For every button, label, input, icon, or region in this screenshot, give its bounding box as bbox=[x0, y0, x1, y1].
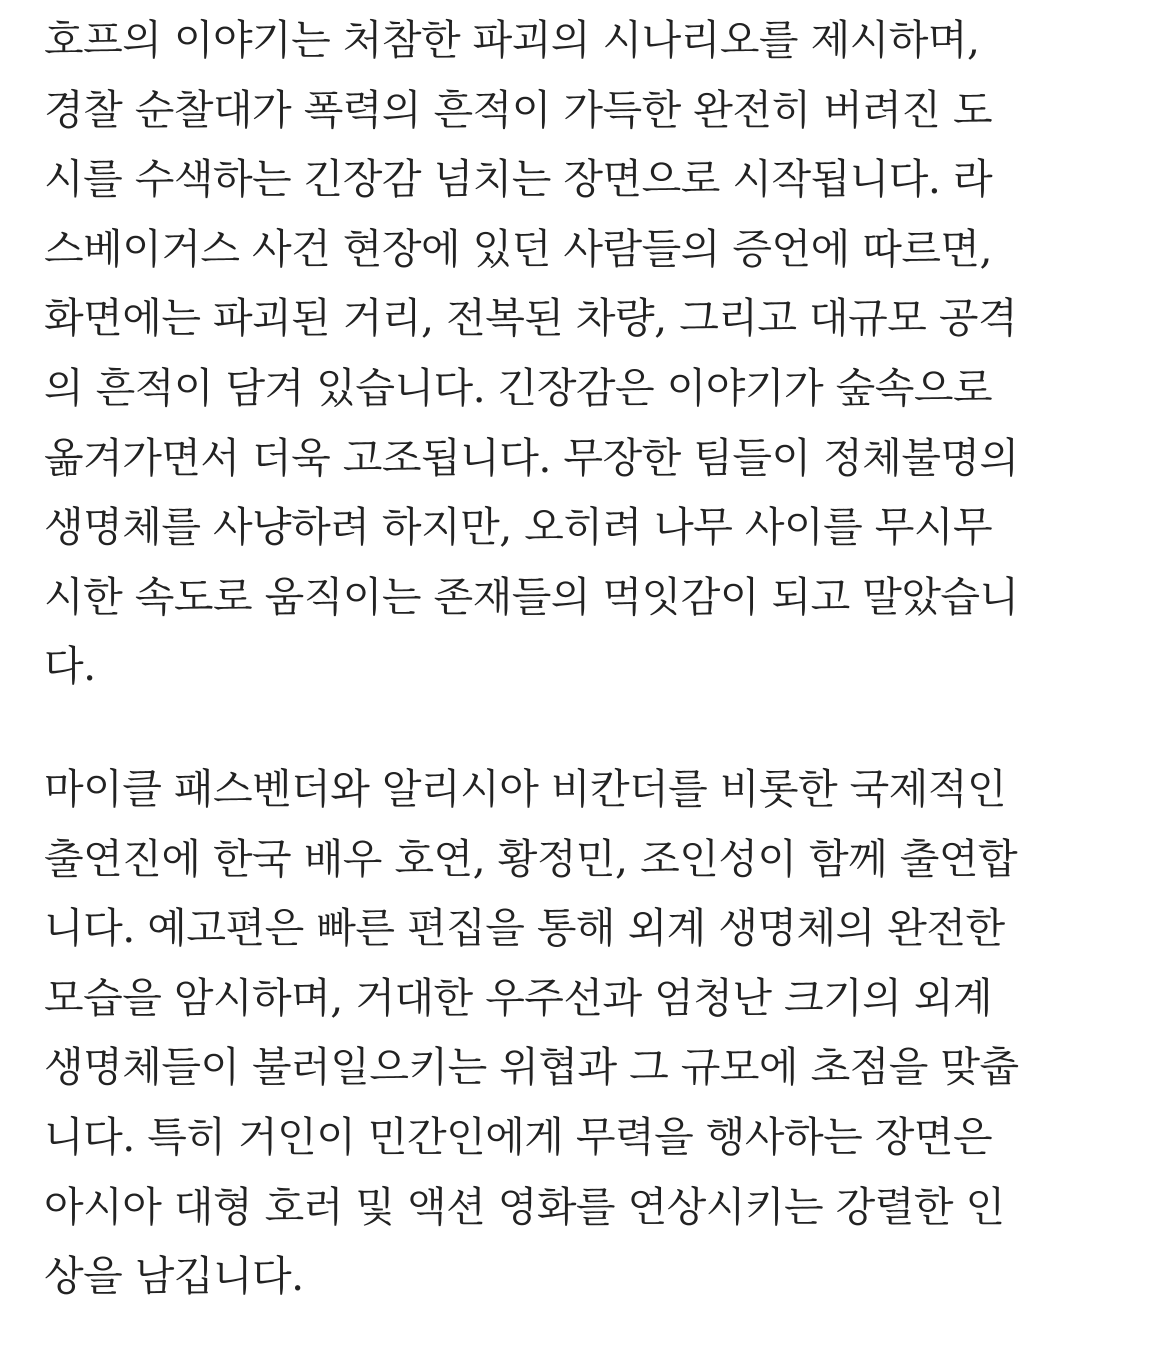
paragraph-1 bbox=[44, 0, 1124, 696]
text-line: 화면에는 파괴된 거리, 전복된 차량, 그리고 대규모 공격 bbox=[44, 294, 1018, 343]
article-body bbox=[44, 0, 1124, 1306]
text-line: 생명체들이 불러일으키는 위협과 그 규모에 초점을 맞춥 bbox=[44, 1043, 1019, 1092]
text-line: 마이클 패스벤더와 알리시아 비칸더를 비롯한 국제적인 bbox=[44, 764, 1007, 813]
text-line: 상을 남깁니다. bbox=[44, 1252, 304, 1301]
text-line: 다. bbox=[44, 642, 96, 691]
text-line: 시한 속도로 움직이는 존재들의 먹잇감이 되고 말았습니 bbox=[44, 572, 1019, 621]
text-line: 니다. 예고편은 빠른 편집을 통해 외계 생명체의 완전한 bbox=[44, 904, 1005, 953]
text-line: 모습을 암시하며, 거대한 우주선과 엄청난 크기의 외계 bbox=[44, 973, 993, 1022]
paragraph-2 bbox=[44, 749, 1124, 1306]
text-line: 의 흔적이 담겨 있습니다. 긴장감은 이야기가 숲속으로 bbox=[44, 363, 993, 412]
text-line: 스베이거스 사건 현장에 있던 사람들의 증언에 따르면, bbox=[44, 224, 993, 273]
paragraph-spacer bbox=[44, 696, 1124, 749]
text-line: 옮겨가면서 더욱 고조됩니다. 무장한 팀들이 정체불명의 bbox=[44, 433, 1019, 482]
text-line: 출연진에 한국 배우 호연, 황정민, 조인성이 함께 출연합 bbox=[44, 834, 1018, 883]
text-line: 시를 수색하는 긴장감 넘치는 장면으로 시작됩니다. 라 bbox=[44, 155, 993, 204]
text-line: 아시아 대형 호러 및 액션 영화를 연상시키는 강렬한 인 bbox=[44, 1182, 1005, 1231]
text-line: 니다. 특히 거인이 민간인에게 무력을 행사하는 장면은 bbox=[44, 1112, 993, 1161]
text-line: 생명체를 사냥하려 하지만, 오히려 나무 사이를 무시무 bbox=[44, 503, 993, 552]
text-line: 경찰 순찰대가 폭력의 흔적이 가득한 완전히 버려진 도 bbox=[44, 85, 993, 134]
text-line: 호프의 이야기는 처참한 파괴의 시나리오를 제시하며, bbox=[44, 16, 980, 64]
